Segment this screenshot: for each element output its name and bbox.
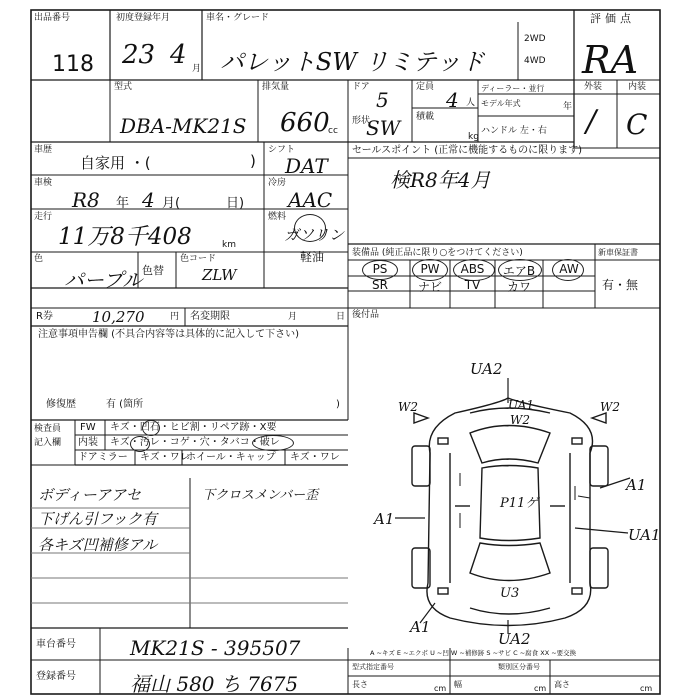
equip-aw: AW <box>559 262 579 276</box>
seats-unit: 人 <box>466 98 476 108</box>
door-label: ドア <box>352 82 370 92</box>
sales-point-label: セールスポイント (正常に機能するものに限ります) <box>352 145 583 156</box>
type-designation-label: 型式指定番号 <box>352 663 394 671</box>
chassis-label: 車台番号 <box>36 639 76 650</box>
registration-label: 登録番号 <box>36 671 76 682</box>
mark-w2-front: W2 <box>510 413 530 427</box>
fuel-circle <box>294 214 326 242</box>
ac-value: AAC <box>288 188 333 212</box>
checks-label-2: 記入欄 <box>34 438 62 448</box>
reg-year: 23 <box>122 40 156 70</box>
check-wheel-label: ホイール・キャップ <box>186 452 276 463</box>
circle-aw <box>552 259 584 281</box>
rating-value: RA <box>582 38 639 82</box>
model-year-label: モデル年式 <box>481 99 521 108</box>
model-value: パレットSW リミテッド <box>220 48 485 76</box>
remark-line-2: 下げん引フック有 <box>38 510 157 528</box>
rating-label: 評価点 <box>590 12 635 25</box>
inspection-month: 4 <box>142 188 155 212</box>
repair-label: 修復歴 <box>46 399 76 410</box>
class-number-label: 類別区分番号 <box>498 663 540 671</box>
mileage-unit: km <box>222 240 236 250</box>
seats-label: 定員 <box>416 82 435 92</box>
handle-label: ハンドル 左・右 <box>481 126 547 136</box>
mark-ua2-rear: UA2 <box>498 630 531 648</box>
shift-value: DAT <box>285 154 328 178</box>
circle-dent <box>142 420 160 436</box>
circle-airbag <box>498 259 542 281</box>
width-unit: cm <box>534 684 547 693</box>
displacement-label: 排気量 <box>262 82 290 92</box>
usage-close: ) <box>250 152 256 170</box>
sales-point-value: 検R8年4月 <box>390 168 491 192</box>
repair-close: ) <box>336 399 340 410</box>
circle-stain <box>252 435 294 451</box>
equip-airbag: エアB <box>502 264 536 278</box>
check-interior-label: 内装 <box>78 437 98 448</box>
shape-value: SW <box>366 116 401 140</box>
check-mirror-label: ドアミラー <box>78 452 128 463</box>
warranty-label: 新車保証書 <box>598 248 638 257</box>
afterfit-label: 後付品 <box>352 310 380 320</box>
displacement-value: 660 <box>280 108 330 138</box>
registration-value: 福山 580 ち 7675 <box>130 672 299 696</box>
equip-abs: ABS <box>460 262 485 276</box>
notes-label: 注意事項申告欄 (不具合内容等は具体的に記入して下さい) <box>38 329 299 340</box>
remark-right: 下クロスメンバー歪 <box>202 488 319 503</box>
period-label: 名変期限 <box>190 311 230 322</box>
height-label: 高さ <box>554 680 570 689</box>
exterior-label: 外装 <box>584 82 603 92</box>
mileage-value: 11万8千408 <box>58 224 192 250</box>
equip-sr: SR <box>372 278 388 292</box>
mark-u3-rear: U3 <box>500 586 520 601</box>
seats-value: 4 <box>446 88 459 112</box>
mark-w2-right-mirror: W2 <box>600 400 620 414</box>
displacement-unit: cc <box>328 126 338 136</box>
mark-a1-right: A1 <box>626 476 647 494</box>
recycle-label: R券 <box>36 311 53 322</box>
recycle-unit: 円 <box>170 312 180 322</box>
inspection-year-unit: 年 <box>116 196 130 211</box>
circle-ps <box>362 260 398 280</box>
color-code-value: ZLW <box>202 266 237 284</box>
circle-scratch <box>130 436 150 452</box>
width-label: 幅 <box>454 680 462 689</box>
damage-legend: A ~キズ E ~エクボ U ~凹 W ~補修跡 S ~サビ C ~腐食 XX ~要交換 <box>370 649 577 657</box>
length-unit: cm <box>434 684 447 693</box>
load-unit: kg <box>468 132 479 142</box>
color-code-label: 色コード <box>180 254 217 264</box>
diesel-label: 軽油 <box>300 250 325 264</box>
period-month: 月 <box>288 312 298 322</box>
reg-unit: 月 <box>192 64 202 74</box>
equip-ps: PS <box>372 262 388 276</box>
mark-ua1-front: UA1 <box>508 398 535 412</box>
door-value: 5 <box>376 88 389 112</box>
auction-sheet <box>30 8 662 696</box>
mark-w2-left-mirror: W2 <box>398 400 418 414</box>
mark-ua1-right: UA1 <box>628 526 661 544</box>
length-label: 長さ <box>352 680 368 689</box>
circle-abs <box>453 259 495 281</box>
usage-value: 自家用 ・( <box>80 154 151 172</box>
dealer-label: ディーラー・並行 <box>481 84 545 93</box>
warranty-value: 有・無 <box>602 278 639 292</box>
load-label: 積載 <box>416 112 435 122</box>
usage-label: 車歴 <box>34 145 53 155</box>
exterior-grade: / <box>586 104 597 139</box>
mark-a1-rear: A1 <box>410 618 431 636</box>
lot-label: 出品番号 <box>34 13 71 23</box>
equipment-label: 装備品 (純正品に限り○をつけてください) <box>352 248 523 258</box>
mark-a1-left: A1 <box>374 510 395 528</box>
chassis-value: MK21S - 395507 <box>130 636 301 660</box>
drive-4wd: 4WD <box>524 56 546 66</box>
repair-value: 有 (箇所 <box>106 399 144 410</box>
color-label: 色 <box>34 254 44 264</box>
circle-pw <box>412 259 448 281</box>
shift-label: シフト <box>268 145 296 155</box>
interior-grade: C <box>626 108 648 141</box>
mark-ua2-top: UA2 <box>470 360 503 378</box>
equip-tv: TV <box>464 278 481 292</box>
model-year-unit: 年 <box>563 102 573 112</box>
lot-number: 118 <box>52 52 94 77</box>
inspection-era: R8 <box>72 188 100 212</box>
reg-month: 4 <box>170 40 187 70</box>
remark-line-1: ボディーアアセ <box>38 486 141 504</box>
check-fw-label: FW <box>80 422 96 433</box>
fuel-value: ガソリン <box>284 226 345 244</box>
ac-label: 冷房 <box>268 178 287 188</box>
model-label: 車名・グレード <box>206 13 270 23</box>
type-value: DBA-MK21S <box>120 114 247 138</box>
height-unit: cm <box>640 684 653 693</box>
inspection-month-unit: 月( <box>162 196 181 211</box>
recycle-value: 10,270 <box>92 308 145 326</box>
drive-2wd: 2WD <box>524 34 546 44</box>
equip-navi: ナビ <box>417 280 442 294</box>
check-interior-items: キズ・汚レ・コゲ・穴・タバコ・破レ <box>110 437 280 448</box>
period-day: 日 <box>336 312 346 322</box>
check-fw-items: キズ・凹石・ヒビ割・リペア跡・X要 <box>110 422 277 433</box>
inspection-label: 車検 <box>34 178 53 188</box>
color-change-label: 色替 <box>142 264 164 277</box>
equip-pw: PW <box>420 262 440 276</box>
fuel-label: 燃料 <box>268 212 287 222</box>
mark-roof: P11ゲ <box>500 496 539 511</box>
type-label: 型式 <box>114 82 133 92</box>
remark-line-3: 各キズ凹補修アル <box>38 536 158 554</box>
check-mirror-items: キズ・ワレ <box>140 452 190 463</box>
interior-label: 内装 <box>628 82 647 92</box>
mileage-label: 走行 <box>34 212 53 222</box>
check-wheel-items: キズ・ワレ <box>290 452 340 463</box>
reg-label: 初度登録年月 <box>116 13 171 23</box>
inspection-day-unit: 日) <box>226 196 245 211</box>
equip-leather: カワ <box>506 280 531 294</box>
checks-label-1: 検査員 <box>34 424 62 434</box>
color-value: パープル <box>64 268 143 292</box>
shape-label: 形状 <box>352 116 371 126</box>
